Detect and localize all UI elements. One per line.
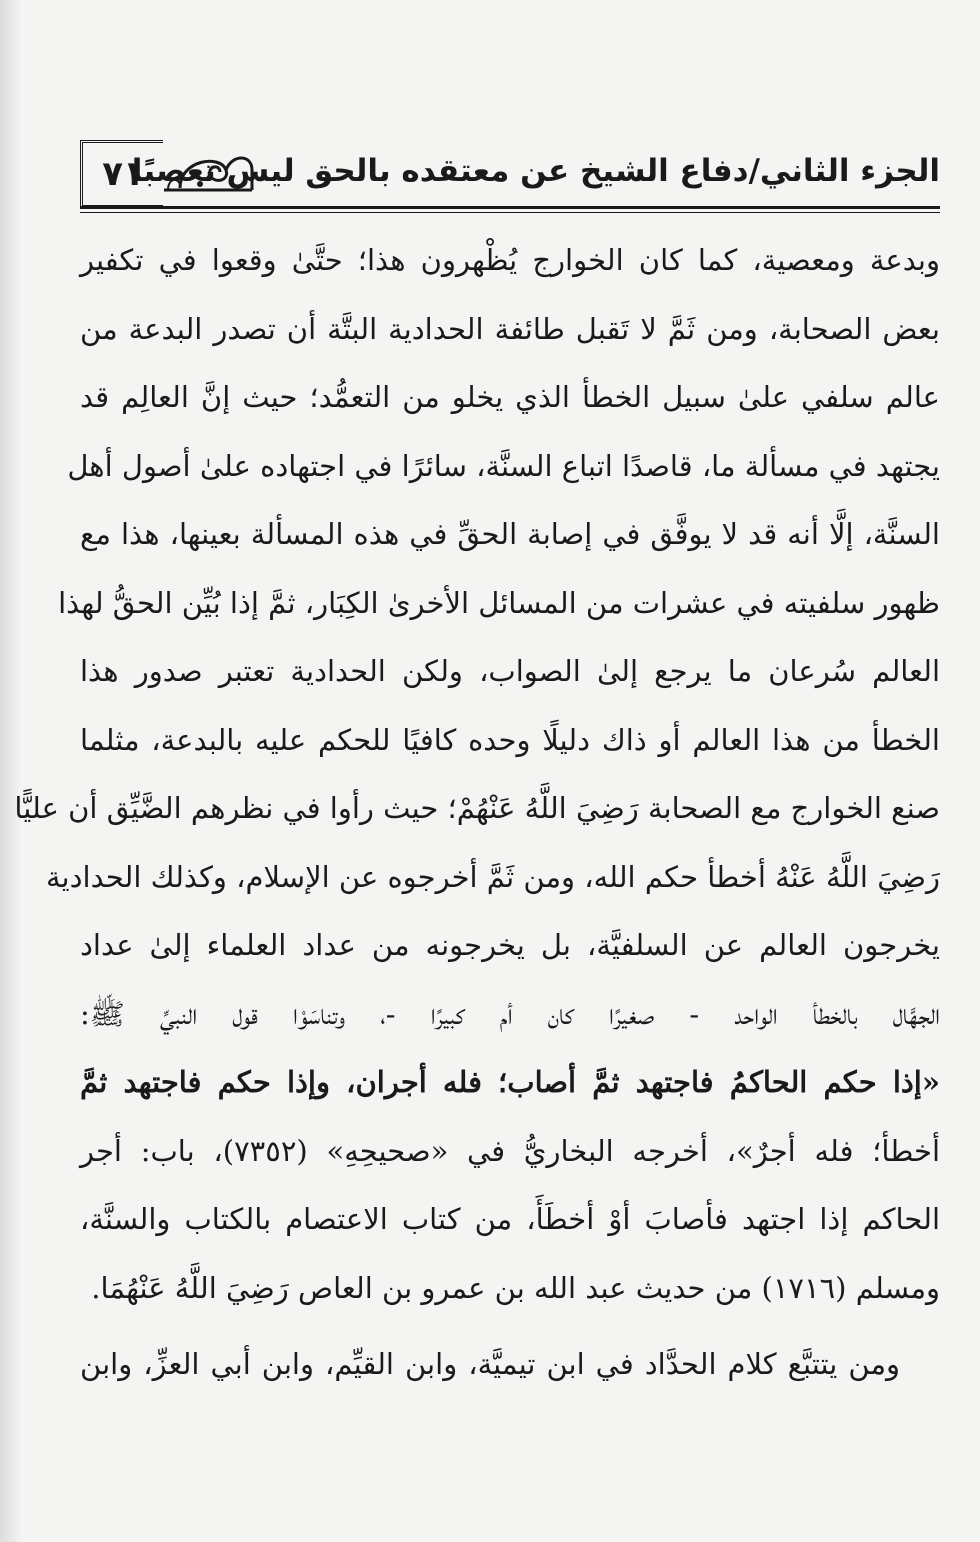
text-line: العالم سُرعان ما يرجع إلىٰ الصواب، ولكن الحدادية تعتبر صدور هذا [80,654,940,688]
text-line: صنع الخوارج مع الصحابة رَضِيَ اللَّهُ عَنْهُمْ؛ حيث رأوا في نظرهم الضَّيِّق أن عليًّا [14,791,940,825]
text-line: الجهَّال بالخطأ الواحد - صغيرًا كان أم كبيرًا -، وتناسَوْا قول النبيِّ ﷺ: [80,996,940,1031]
text-line: الحاكم إذا اجتهد فأصابَ أوْ أخطَأَ، من كتاب الاعتصام بالكتاب والسنَّة، [80,1202,941,1236]
running-title: الجزء الثاني/دفاع الشيخ عن معتقده بالحق ليس تعصبًا [131,153,940,189]
hadith-line: أخطأ؛ فله أجرٌ»، أخرجه البخاريُّ في «صحيحِهِ» (٧٣٥٢)، باب: أجر [80,1133,941,1168]
paragraph-start-line: ومن يتتبَّع كلام الحدَّاد في ابن تيميَّة، وابن القيِّم، وابن أبي العزِّ، وابن [80,1347,900,1381]
body-text [14,226,941,1399]
text-line: ومسلم (١٧١٦) من حديث عبد الله بن عمرو بن العاص رَضِيَ اللَّهُ عَنْهُمَا. [91,1270,940,1305]
text-line: يخرجون العالم عن السلفيَّة، بل يخرجونه من عداد العلماء إلىٰ عداد [80,928,940,962]
text-line: ظهور سلفيته في عشرات من المسائل الأخرىٰ الكِبَار، ثمَّ إذا بُيِّن الحقُّ لهذا [58,585,940,620]
text-line: عالم سلفي علىٰ سبيل الخطأ الذي يخلو من التعمُّد؛ حيث إنَّ العالِم قد [80,380,940,414]
text-line: وبدعة ومعصية، كما كان الخوارج يُظْهرون هذا؛ حتَّىٰ وقعوا في تكفير [80,243,940,277]
page-edge-shadow [0,0,22,1542]
text-line: السنَّة، إلَّا أنه قد لا يوفَّق في إصابة الحقِّ في هذه المسألة بعينها، هذا مع [80,517,940,551]
text-line: يجتهد في مسألة ما، قاصدًا اتباع السنَّة، سائرًا في اجتهاده علىٰ أصول أهل [67,448,940,483]
text-line: الخطأ من هذا العالم أو ذاك دليلًا وحده كافيًا للحكم عليه بالبدعة، مثلما [80,722,940,757]
hadith-line: «إذا حكم الحاكمُ فاجتهد ثمَّ أصاب؛ فله أجران، وإذا حكم فاجتهد ثمَّ [80,1065,940,1099]
text-line: بعض الصحابة، ومن ثَمَّ لا تَقبل طائفة الحدادية البتَّة أن تصدر البدعة من [80,311,940,346]
text-line: رَضِيَ اللَّهُ عَنْهُ أخطأ حكم الله، ومن ثَمَّ أخرجوه عن الإسلام، وكذلك الحدادية [45,859,940,894]
header-rule [80,206,940,209]
page-number: ٧١ [80,140,163,208]
header-rule-thin [80,212,940,213]
